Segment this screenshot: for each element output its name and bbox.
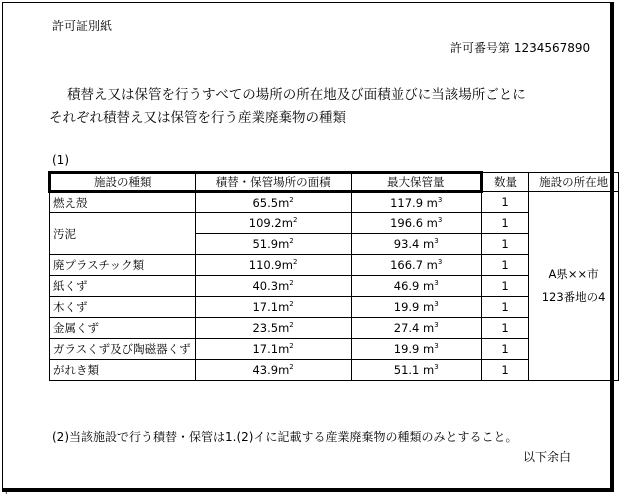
cell-facility-type: 金属くず	[50, 318, 196, 339]
table-header-row	[50, 173, 619, 192]
cell-max-storage-value: 196.6	[390, 216, 424, 230]
cell-max-storage-value: 27.4	[393, 321, 420, 335]
cell-max-storage	[351, 255, 481, 276]
cell-area-value: 40.3	[252, 279, 279, 293]
cell-max-storage	[351, 297, 481, 318]
cell-area-unit: m	[281, 216, 293, 230]
cell-max-storage-value: 19.9	[393, 300, 420, 314]
cell-max-storage-unit: m	[419, 300, 435, 314]
cell-area-unit: m	[278, 342, 290, 356]
cell-area	[195, 339, 351, 360]
cell-max-storage-unit: m	[419, 363, 435, 377]
cell-max-storage-unit-exponent: 3	[434, 237, 439, 246]
cell-facility-type: 木くず	[50, 297, 196, 318]
cell-area-unit: m	[278, 279, 290, 293]
cell-area	[195, 213, 351, 234]
cell-max-storage-unit: m	[423, 216, 438, 230]
cell-max-storage	[351, 192, 481, 213]
cell-area	[195, 360, 351, 381]
cell-max-storage-unit: m	[419, 342, 435, 356]
cell-area-unit-exponent: 2	[289, 363, 294, 372]
cell-area-unit-exponent: 2	[292, 258, 298, 267]
cell-max-storage	[351, 276, 481, 297]
cell-facility-type: ガラスくず及び陶磁器くず	[50, 339, 196, 360]
cell-area-value: 17.1	[252, 342, 279, 356]
header-facility-type: 施設の種類	[50, 173, 196, 192]
cell-area	[195, 234, 351, 255]
location-line-1: A県××市	[548, 267, 599, 281]
cell-area-unit: m	[278, 300, 290, 314]
cell-area-unit: m	[278, 195, 290, 210]
cell-area-unit-exponent: 2	[292, 216, 298, 225]
corner-mark: '	[5, 491, 8, 501]
cell-area-unit: m	[278, 363, 290, 377]
cell-max-storage	[351, 234, 481, 255]
cell-max-storage-value: 46.9	[393, 279, 420, 293]
cell-max-storage	[351, 339, 481, 360]
closing-text: 以下余白	[523, 450, 572, 464]
cell-max-storage-unit: m	[419, 279, 435, 293]
cell-max-storage-value: 117.9	[390, 195, 424, 210]
cell-max-storage-unit-exponent: 3	[437, 195, 443, 204]
cell-count: 1	[481, 234, 528, 255]
cell-max-storage-unit-exponent: 3	[434, 300, 439, 309]
cell-max-storage-unit-exponent: 3	[434, 279, 439, 288]
cell-area-unit-exponent: 2	[289, 195, 294, 204]
cell-max-storage-unit: m	[423, 258, 438, 272]
cell-count: 1	[481, 339, 528, 360]
cell-max-storage-unit-exponent: 3	[434, 342, 439, 351]
cell-area-unit-exponent: 2	[289, 237, 294, 246]
cell-location	[529, 192, 619, 381]
cell-area-unit-exponent: 2	[289, 279, 294, 288]
cell-count: 1	[481, 192, 528, 213]
cell-facility-type: がれき類	[50, 360, 196, 381]
cell-count: 1	[481, 360, 528, 381]
cell-max-storage-unit-exponent: 3	[434, 363, 439, 372]
section-label: (1)	[52, 153, 69, 167]
cell-area-unit: m	[281, 258, 293, 272]
cell-area-unit-exponent: 2	[289, 321, 294, 330]
table-row	[50, 192, 619, 213]
cell-max-storage-unit: m	[419, 321, 435, 335]
cell-area-unit: m	[278, 321, 290, 335]
header-location: 施設の所在地	[529, 173, 619, 192]
heading-line-2: それぞれ積替え又は保管を行う産業廃棄物の種類	[49, 110, 346, 126]
cell-max-storage-unit-exponent: 3	[434, 321, 439, 330]
cell-area-value: 23.5	[252, 321, 279, 335]
cell-max-storage	[351, 318, 481, 339]
permit-number: 許可番号第 1234567890	[450, 41, 591, 55]
cell-max-storage-unit: m	[419, 237, 435, 251]
cell-area-value: 43.9	[252, 363, 279, 377]
attachment-label: 許可証別紙	[52, 19, 113, 33]
cell-count: 1	[481, 318, 528, 339]
cell-max-storage-value: 19.9	[393, 342, 420, 356]
header-count: 数量	[481, 173, 528, 192]
cell-area	[195, 255, 351, 276]
cell-area-value: 109.2	[248, 216, 282, 230]
header-area: 積替・保管場所の面積	[195, 173, 351, 192]
document-heading	[49, 84, 569, 130]
location-line-2: 123番地の4	[541, 290, 606, 304]
cell-area	[195, 318, 351, 339]
header-max-storage: 最大保管量	[351, 173, 481, 192]
cell-max-storage-unit-exponent: 3	[437, 258, 443, 267]
heading-line-1: 積替え又は保管を行うすべての場所の所在地及び面積並びに当該場所ごとに	[67, 87, 526, 103]
cell-max-storage-value: 166.7	[390, 258, 424, 272]
cell-area-unit: m	[278, 237, 290, 251]
cell-count: 1	[481, 297, 528, 318]
cell-area	[195, 276, 351, 297]
cell-area-value: 17.1	[252, 300, 279, 314]
note-text: (2)当該施設で行う積替・保管は1.(2)イに記載する産業廃棄物の種類のみとすること。	[52, 430, 518, 444]
cell-max-storage-unit: m	[423, 195, 438, 210]
cell-count: 1	[481, 213, 528, 234]
storage-table	[48, 171, 619, 381]
cell-area-value: 110.9	[248, 258, 282, 272]
cell-max-storage-value: 93.4	[393, 237, 420, 251]
cell-count: 1	[481, 276, 528, 297]
cell-count: 1	[481, 255, 528, 276]
cell-facility-type: 紙くず	[50, 276, 196, 297]
cell-area-value: 51.9	[252, 237, 279, 251]
cell-area	[195, 297, 351, 318]
cell-facility-type: 燃え殻	[50, 192, 196, 213]
cell-max-storage	[351, 213, 481, 234]
cell-max-storage-value: 51.1	[393, 363, 420, 377]
cell-facility-type: 廃プラスチック類	[50, 255, 196, 276]
cell-max-storage-unit-exponent: 3	[437, 216, 443, 225]
cell-area-unit-exponent: 2	[289, 300, 294, 309]
cell-area-value: 65.5	[252, 195, 279, 210]
cell-max-storage	[351, 360, 481, 381]
cell-area-unit-exponent: 2	[289, 342, 294, 351]
cell-facility-type: 汚泥	[50, 213, 196, 255]
cell-area	[195, 192, 351, 213]
